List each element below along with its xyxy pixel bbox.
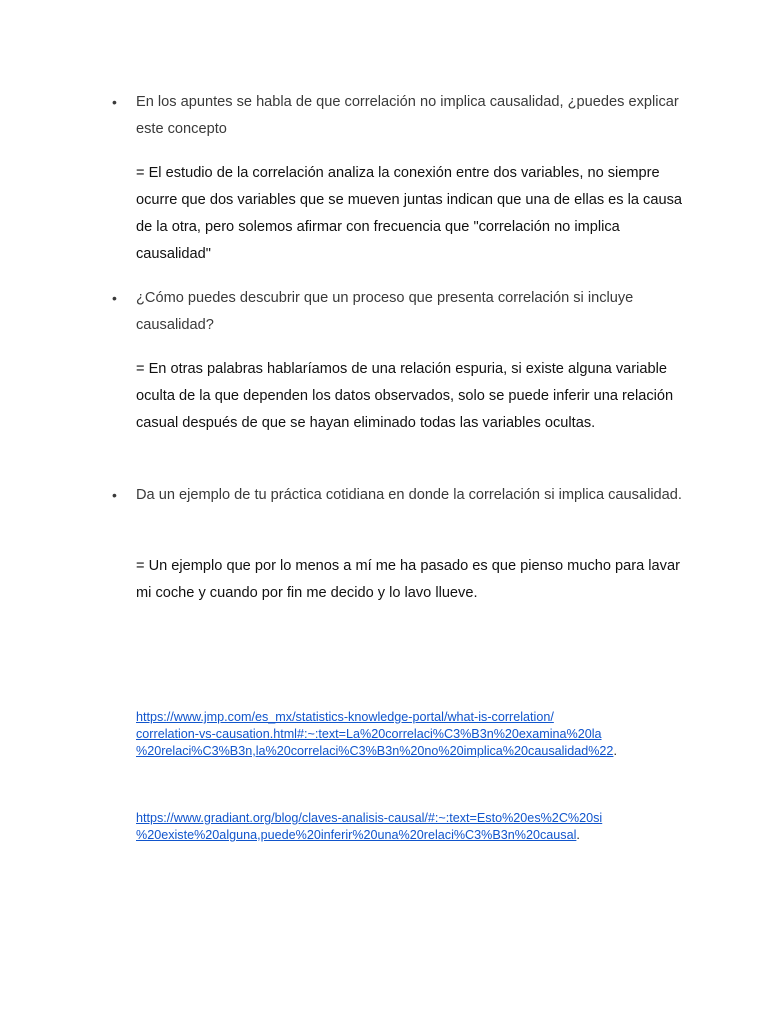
reference-period: .: [613, 744, 617, 758]
question-2: [112, 285, 696, 339]
answer-3: = Un ejemplo que por lo menos a mí me ha pasado es que pienso mucho para lavar mi coche y cuando por fin me decido y lo lavo llueve.: [136, 558, 680, 601]
reference-period: .: [576, 828, 580, 842]
question-1: [112, 89, 696, 143]
question-text: ¿Cómo puedes descubrir que un proceso que presenta correlación si incluye causalidad?: [136, 290, 634, 333]
reference-link[interactable]: https://www.gradiant.org/blog/claves-analisis-causal/#:~:text=Esto%20es%2C%20si %20existe%20alguna,puede%20inferir%20una%20relaci%C3%B3n%20causal: [136, 811, 603, 842]
answer-1: = El estudio de la correlación analiza la conexión entre dos variables, no siempre ocurre que dos variables que se mueven juntas indican que una de ellas es la causa de la otra, pero solemos afirmar con frecuencia que "correlación no implica causalidad": [136, 165, 682, 262]
question-text: Da un ejemplo de tu práctica cotidiana en donde la correlación si implica causalidad.: [136, 487, 682, 503]
question-text: En los apuntes se habla de que correlación no implica causalidad, ¿puedes explicar este concepto: [136, 94, 679, 137]
reference-2: [136, 810, 696, 844]
bullet: •: [112, 487, 117, 503]
reference-link[interactable]: https://www.jmp.com/es_mx/statistics-knowledge-portal/what-is-correlation/ correlation-vs-causation.html#:~:text=La%20correlaci%C3%B3n%20examina%20la %20relaci%C3%B3n,la%20correlaci%C3%B3n%20no%20implica%20causalidad%22: [136, 710, 614, 758]
bullet: •: [112, 290, 117, 306]
bullet: •: [112, 94, 117, 110]
answer-2: = En otras palabras hablaríamos de una relación espuria, si existe alguna variable oculta de la que dependen los datos observados, solo se puede inferir una relación casual después de que se hayan eliminado todas las variables ocultas.: [136, 361, 674, 431]
question-3: [112, 482, 696, 509]
reference-1: [136, 709, 696, 760]
